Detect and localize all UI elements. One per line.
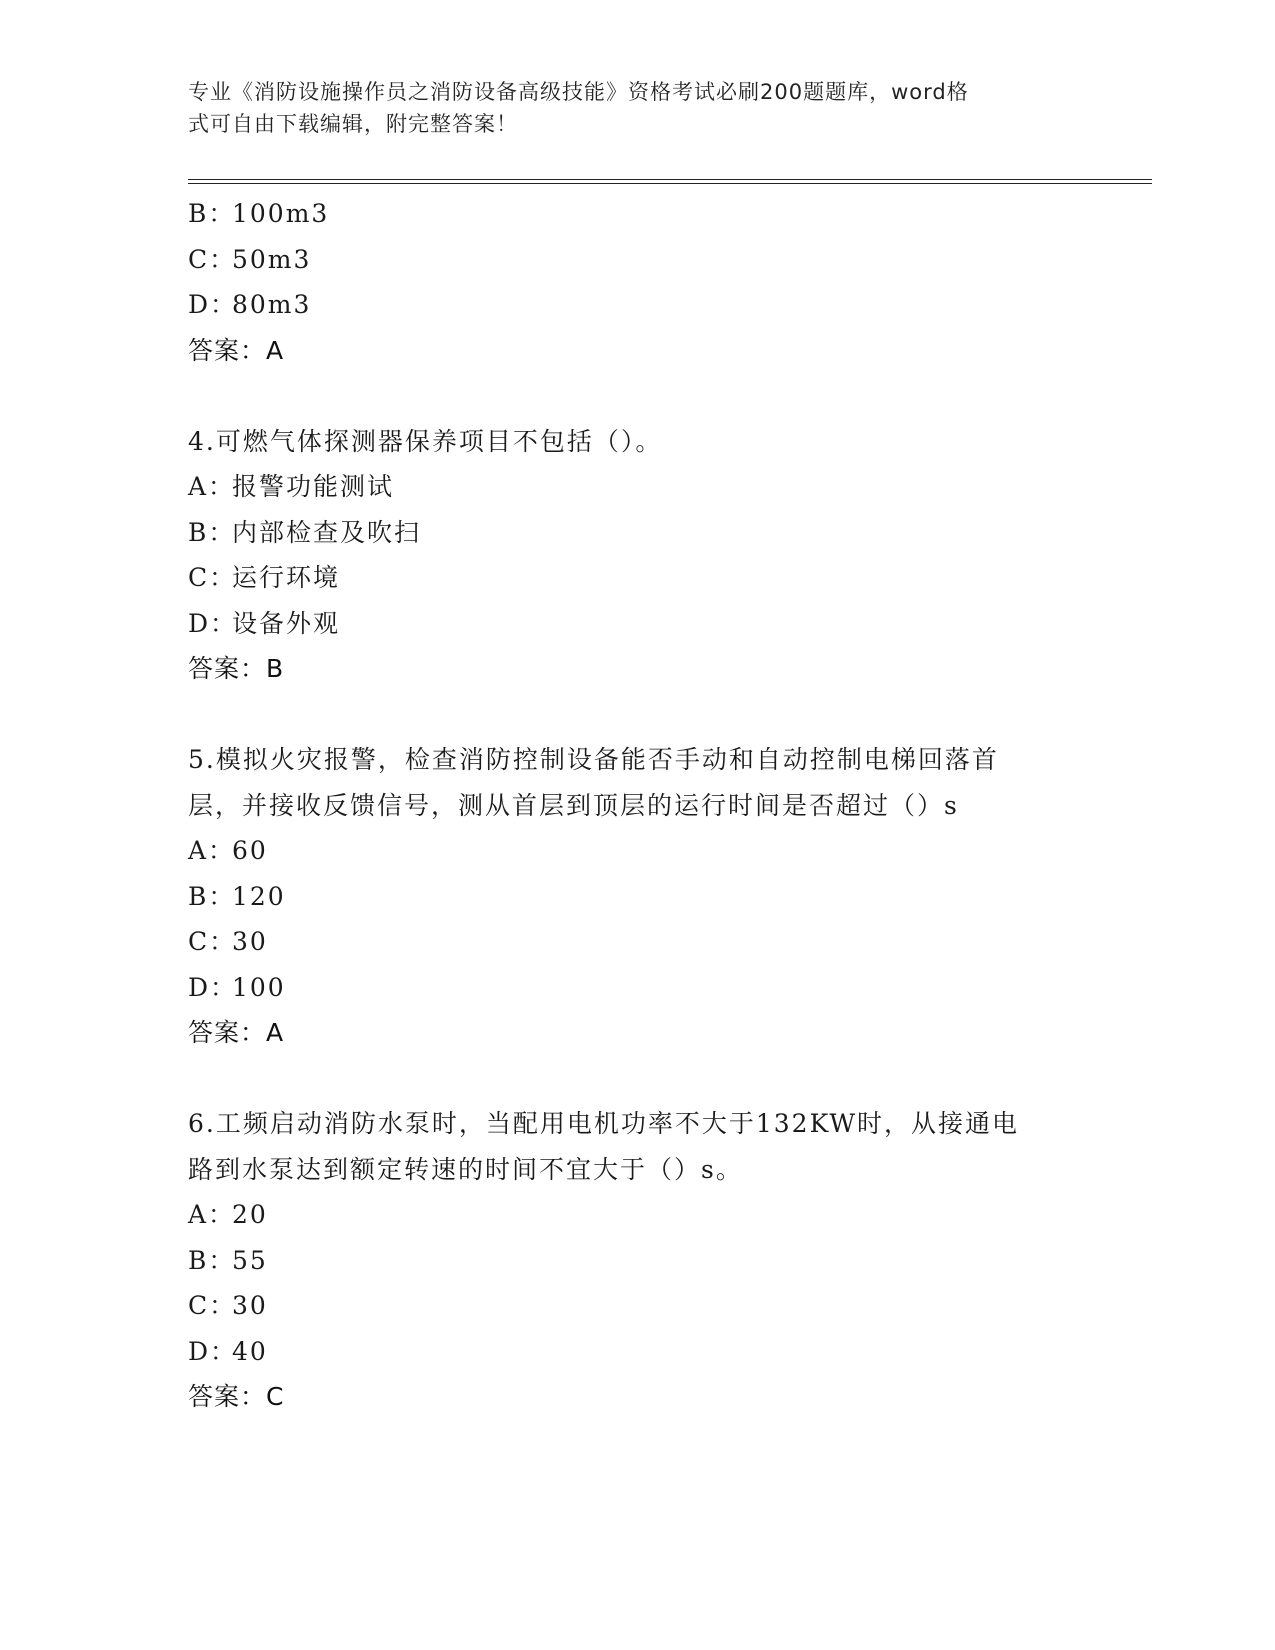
- question-stem: 4.可燃气体探测器保养项目不包括（）。: [188, 426, 663, 456]
- question-6: [188, 1101, 1068, 1420]
- answer-line: 答案：A: [188, 335, 285, 365]
- question-5: [188, 737, 1068, 1056]
- option-label: D：: [188, 972, 238, 1002]
- option-text: 100m3: [232, 199, 330, 228]
- option-label: B：: [188, 199, 236, 228]
- question-stem-line-2: 层，并接收反馈信号，测从首层到顶层的运行时间是否超过（）s: [188, 790, 959, 820]
- header-divider-bottom: [188, 183, 1152, 184]
- option-label: A：: [188, 836, 236, 865]
- option-text: 设备外观: [232, 608, 341, 638]
- question-stem-line-2: 路到水泵达到额定转速的时间不宜大于（）s。: [188, 1154, 743, 1184]
- option-label: B：: [188, 1245, 236, 1275]
- option-label: D：: [188, 290, 238, 319]
- option-label: D：: [188, 1336, 238, 1366]
- option-a: [188, 464, 1068, 510]
- option-d: [188, 282, 1068, 328]
- option-text: 50m3: [232, 244, 312, 274]
- option-text: 20: [232, 1200, 268, 1229]
- option-label: A：: [188, 472, 236, 501]
- option-c: [188, 555, 1068, 601]
- option-text: 100: [232, 972, 286, 1002]
- option-a: [188, 828, 1068, 874]
- option-label: C：: [188, 244, 237, 274]
- option-text: 40: [232, 1336, 268, 1366]
- option-d: [188, 965, 1068, 1011]
- option-a: [188, 1192, 1068, 1238]
- option-c: [188, 237, 1068, 283]
- option-text: 55: [232, 1245, 268, 1275]
- option-label: C：: [188, 563, 237, 592]
- header-line-1: 专业《消防设施操作员之消防设备高级技能》资格考试必刷200题题库，word格: [188, 80, 969, 104]
- question-stem-line-1: 6.工频启动消防水泵时，当配用电机功率不大于132KW时，从接通电: [188, 1109, 1020, 1138]
- option-text: 内部检查及吹扫: [232, 517, 422, 547]
- spacer: [188, 1056, 1068, 1102]
- option-b: [188, 510, 1068, 556]
- option-text: 30: [232, 1291, 268, 1320]
- option-c: [188, 1283, 1068, 1329]
- option-d: [188, 601, 1068, 647]
- option-text: 80m3: [232, 290, 312, 319]
- option-c: [188, 919, 1068, 965]
- answer-line: 答案：B: [188, 654, 285, 683]
- option-text: 60: [232, 836, 268, 865]
- spacer: [188, 692, 1068, 738]
- option-b: [188, 1238, 1068, 1284]
- option-d: [188, 1329, 1068, 1375]
- option-text: 报警功能测试: [232, 472, 395, 501]
- answer-line: 答案：A: [188, 1018, 285, 1047]
- option-label: B：: [188, 881, 236, 911]
- option-label: C：: [188, 1291, 237, 1320]
- header-line-2: 式可自由下载编辑，附完整答案！: [188, 112, 518, 136]
- header-divider-top: [188, 179, 1152, 180]
- spacer: [188, 373, 1068, 419]
- option-label: B：: [188, 517, 236, 547]
- option-text: 运行环境: [232, 563, 341, 592]
- question-4: [188, 419, 1068, 692]
- option-text: 30: [232, 927, 268, 956]
- option-label: C：: [188, 927, 237, 956]
- option-text: 120: [232, 881, 286, 911]
- question-partial: [188, 191, 1068, 373]
- document-header: [188, 76, 1068, 140]
- option-label: D：: [188, 608, 238, 638]
- option-b: [188, 874, 1068, 920]
- option-label: A：: [188, 1200, 236, 1229]
- answer-line: 答案：C: [188, 1382, 285, 1411]
- question-stem-line-1: 5.模拟火灾报警，检查消防控制设备能否手动和自动控制电梯回落首: [188, 745, 999, 774]
- option-b: [188, 191, 1068, 237]
- question-list: [188, 191, 1068, 1420]
